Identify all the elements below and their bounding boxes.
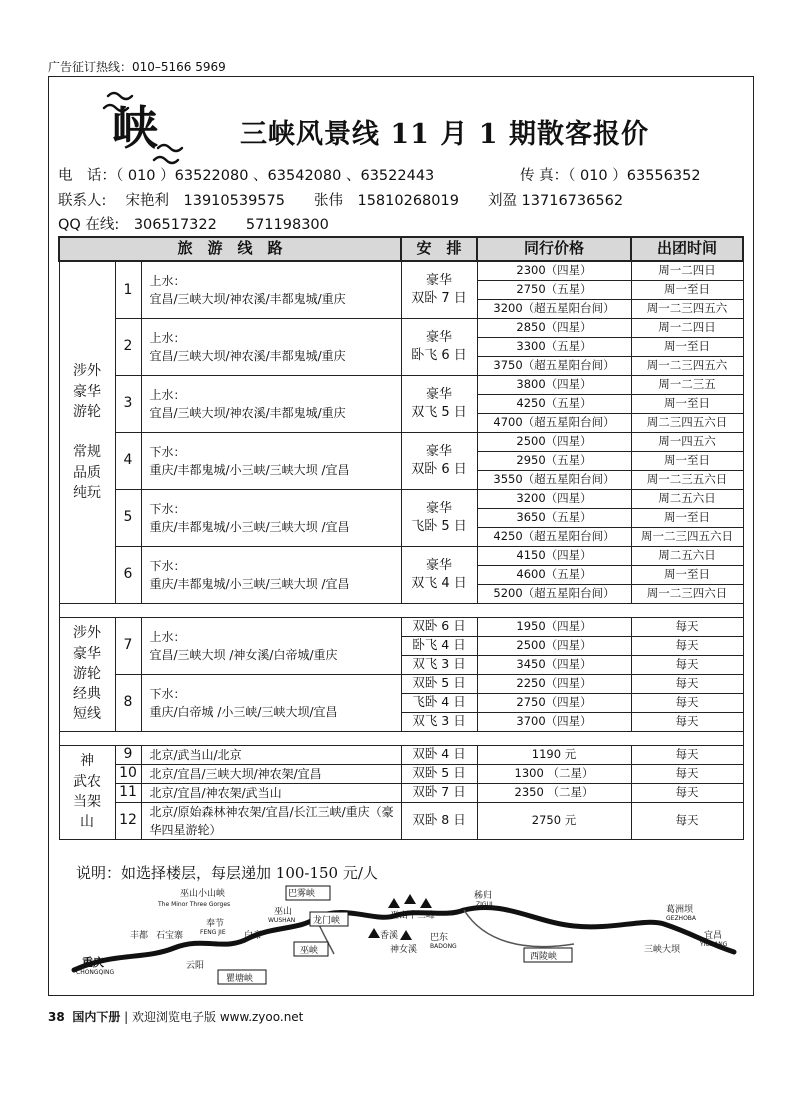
departure-cell: 每天 bbox=[631, 783, 743, 802]
departure-cell: 周一二三四六日 bbox=[631, 584, 743, 603]
price-cell: 3550（超五星阳台间） bbox=[477, 470, 631, 489]
table-gap bbox=[59, 603, 743, 617]
price-cell: 3700（四星） bbox=[477, 712, 631, 731]
route-stops: 重庆/丰都鬼城/小三峡/三峡大坝 /宜昌 bbox=[149, 519, 350, 534]
route-stops: 宜昌/三峡大坝/神农溪/丰都鬼城/重庆 bbox=[149, 348, 346, 363]
route-direction: 上水： bbox=[149, 387, 186, 402]
departure-cell: 每天 bbox=[631, 802, 743, 839]
map-label: 巫山小山峡 bbox=[180, 889, 226, 899]
price-cell: 3200（四星） bbox=[477, 489, 631, 508]
map-label: 龙门峡 bbox=[313, 916, 341, 926]
route-path bbox=[141, 617, 401, 674]
map-label: 重庆 bbox=[82, 956, 104, 969]
departure-cell: 周二三四五六日 bbox=[631, 413, 743, 432]
map-label: FENG JIE bbox=[200, 929, 226, 936]
departure-cell: 周一至日 bbox=[631, 280, 743, 299]
table-row bbox=[59, 261, 743, 280]
table-row bbox=[59, 617, 743, 636]
price-cell: 4250（五星） bbox=[477, 394, 631, 413]
price-cell: 3800（四星） bbox=[477, 375, 631, 394]
route-stops: 重庆/丰都鬼城/小三峡/三峡大坝 /宜昌 bbox=[149, 462, 350, 477]
departure-cell: 每天 bbox=[631, 693, 743, 712]
table-row bbox=[59, 489, 743, 508]
table-header bbox=[59, 237, 743, 261]
route-number: 1 bbox=[115, 261, 141, 318]
three-gorges-route-map bbox=[54, 882, 750, 992]
route-number: 3 bbox=[115, 375, 141, 432]
map-label: CHONGQING bbox=[76, 969, 115, 976]
price-cell: 4250（超五星阳台间） bbox=[477, 527, 631, 546]
contact-persons: 联系人: 宋艳利 13910539575 张伟 15810268019 刘盈 13716736562 bbox=[58, 193, 624, 209]
route-stops: 重庆/白帝城 /小三峡/三峡大坝/宜昌 bbox=[149, 704, 338, 719]
departure-cell: 周一二四日 bbox=[631, 261, 743, 280]
route-number: 9 bbox=[115, 745, 141, 764]
price-cell: 5200（超五星阳台间） bbox=[477, 584, 631, 603]
table-row bbox=[59, 375, 743, 394]
price-cell: 2750（五星） bbox=[477, 280, 631, 299]
departure-cell: 周一四五六 bbox=[631, 432, 743, 451]
departure-cell: 周一至日 bbox=[631, 394, 743, 413]
header-price: 同行价格 bbox=[477, 237, 631, 261]
route-arrangement: 双卧 4 日 bbox=[401, 745, 477, 764]
map-label: 秭归 bbox=[474, 891, 493, 901]
departure-cell: 周一二四日 bbox=[631, 318, 743, 337]
map-label: ZIGUI bbox=[476, 901, 493, 908]
route-number: 7 bbox=[115, 617, 141, 674]
map-label: 香溪 bbox=[380, 931, 399, 941]
spacer bbox=[59, 731, 743, 745]
price-cell: 4600（五星） bbox=[477, 565, 631, 584]
category-cruise-regular: 涉外 豪华 游轮 常规 品质 纯玩 bbox=[59, 261, 115, 603]
phone-line: 电 话：（ 010 ）63522080 、63542080 、63522443 bbox=[58, 168, 435, 184]
header-depart: 出团时间 bbox=[631, 237, 743, 261]
price-cell: 4700（超五星阳台间） bbox=[477, 413, 631, 432]
page-title: 三峡风景线 11 月 1 期散客报价 bbox=[240, 119, 649, 150]
route-direction: 下水： bbox=[149, 686, 186, 701]
price-cell: 3650（五星） bbox=[477, 508, 631, 527]
route-number: 5 bbox=[115, 489, 141, 546]
price-cell: 2250（四星） bbox=[477, 674, 631, 693]
departure-cell: 每天 bbox=[631, 764, 743, 783]
route-direction: 上水： bbox=[149, 330, 186, 345]
route-arrangement: 双卧 5 日 bbox=[401, 764, 477, 783]
page-footer: 38 国内下册 | 欢迎浏览电子版 www.zyoo.net bbox=[48, 1010, 304, 1024]
price-cell: 3450（四星） bbox=[477, 655, 631, 674]
price-cell: 2850（四星） bbox=[477, 318, 631, 337]
header-route: 旅 游 线 路 bbox=[59, 237, 401, 261]
departure-cell: 周一至日 bbox=[631, 337, 743, 356]
route-number: 10 bbox=[115, 764, 141, 783]
table-row bbox=[59, 764, 743, 783]
section-name: 国内下册 bbox=[72, 1010, 121, 1024]
page-number: 38 bbox=[48, 1010, 65, 1024]
map-label: 巴雾峡 bbox=[288, 889, 316, 899]
price-cell: 4150（四星） bbox=[477, 546, 631, 565]
route-direction: 下水： bbox=[149, 501, 186, 516]
departure-cell: 周二五六日 bbox=[631, 489, 743, 508]
route-arrangement: 卧飞 4 日 bbox=[401, 636, 477, 655]
route-arrangement: 双飞 3 日 bbox=[401, 712, 477, 731]
route-direction: 上水： bbox=[149, 629, 186, 644]
map-label: 神女溪 bbox=[390, 945, 418, 955]
price-cell: 2950（五星） bbox=[477, 451, 631, 470]
departure-cell: 每天 bbox=[631, 745, 743, 764]
departure-cell: 周一至日 bbox=[631, 565, 743, 584]
route-direction: 上水： bbox=[149, 273, 186, 288]
departure-cell: 周一至日 bbox=[631, 508, 743, 527]
departure-cell: 周一二三四五六 bbox=[631, 356, 743, 375]
qq-line: QQ 在线: 306517322 571198300 bbox=[58, 217, 329, 233]
route-number: 2 bbox=[115, 318, 141, 375]
map-label: 白帝 bbox=[244, 931, 263, 941]
footer-text: 欢迎浏览电子版 www.zyoo.net bbox=[132, 1010, 304, 1024]
price-cell: 2350 （二星） bbox=[477, 783, 631, 802]
route-arrangement: 双卧 8 日 bbox=[401, 802, 477, 839]
table-row bbox=[59, 802, 743, 839]
price-cell: 2750（四星） bbox=[477, 693, 631, 712]
price-cell: 2500（四星） bbox=[477, 432, 631, 451]
category-cruise-short: 涉外 豪华 游轮 经典 短线 bbox=[59, 617, 115, 731]
price-cell: 2750 元 bbox=[477, 802, 631, 839]
route-stops: 宜昌/三峡大坝/神农溪/丰都鬼城/重庆 bbox=[149, 291, 346, 306]
map-label: 丰都 bbox=[130, 931, 149, 941]
route-arrangement: 双卧 5 日 bbox=[401, 674, 477, 693]
table-row bbox=[59, 745, 743, 764]
ad-hotline: 广告征订热线：010–5166 5969 bbox=[48, 60, 226, 74]
route-arrangement: 豪华 双飞 5 日 bbox=[401, 375, 477, 432]
header-arrange: 安 排 bbox=[401, 237, 477, 261]
map-label: 三峡大坝 bbox=[644, 945, 681, 955]
price-cell: 3300（五星） bbox=[477, 337, 631, 356]
price-cell: 1950（四星） bbox=[477, 617, 631, 636]
map-label: GEZHOBA bbox=[666, 915, 697, 922]
category-mountain: 神 武农 当架 山 bbox=[59, 745, 115, 839]
route-path: 北京/原始森林神农架/宜昌/长江三峡/重庆（豪华四星游轮） bbox=[141, 802, 401, 839]
map-label: 巫山十二峰 bbox=[390, 911, 436, 921]
route-path: 北京/宜昌/三峡大坝/神农架/宜昌 bbox=[141, 764, 401, 783]
fax-line: 传 真：（ 010 ）63556352 bbox=[520, 168, 701, 184]
departure-cell: 每天 bbox=[631, 617, 743, 636]
route-arrangement: 豪华 双卧 7 日 bbox=[401, 261, 477, 318]
route-arrangement: 豪华 双卧 6 日 bbox=[401, 432, 477, 489]
table-row bbox=[59, 318, 743, 337]
map-label: 奉节 bbox=[206, 919, 225, 929]
route-direction: 下水： bbox=[149, 444, 186, 459]
table-row bbox=[59, 783, 743, 802]
route-number: 6 bbox=[115, 546, 141, 603]
note-text: 说明：如选择楼层，每层递加 100-150 元/人 bbox=[76, 864, 378, 882]
route-direction: 下水： bbox=[149, 558, 186, 573]
route-stops: 重庆/丰都鬼城/小三峡/三峡大坝 /宜昌 bbox=[149, 576, 350, 591]
map-label: 巴东 bbox=[430, 933, 449, 943]
map-label: 葛洲坝 bbox=[666, 905, 694, 915]
route-number: 8 bbox=[115, 674, 141, 731]
tour-price-table bbox=[58, 236, 744, 840]
table-row bbox=[59, 432, 743, 451]
route-number: 12 bbox=[115, 802, 141, 839]
departure-cell: 周一二三五六日 bbox=[631, 470, 743, 489]
route-stops: 宜昌/三峡大坝/神农溪/丰都鬼城/重庆 bbox=[149, 405, 346, 420]
map-label: 巫峡 bbox=[300, 946, 319, 956]
departure-cell: 周二五六日 bbox=[631, 546, 743, 565]
route-arrangement: 豪华 飞卧 5 日 bbox=[401, 489, 477, 546]
route-path bbox=[141, 546, 401, 603]
map-label: 宜昌 bbox=[704, 931, 723, 941]
route-arrangement: 豪华 双飞 4 日 bbox=[401, 546, 477, 603]
table-row bbox=[59, 546, 743, 565]
route-path bbox=[141, 674, 401, 731]
logo-character: 峡 bbox=[112, 101, 159, 155]
route-path bbox=[141, 261, 401, 318]
departure-cell: 周一二三四五六 bbox=[631, 299, 743, 318]
route-path bbox=[141, 375, 401, 432]
price-cell: 2500（四星） bbox=[477, 636, 631, 655]
departure-cell: 周一二三五 bbox=[631, 375, 743, 394]
departure-cell: 每天 bbox=[631, 674, 743, 693]
spacer bbox=[59, 603, 743, 617]
route-arrangement: 双飞 3 日 bbox=[401, 655, 477, 674]
map-label: 石宝寨 bbox=[156, 931, 184, 941]
route-arrangement: 豪华 卧飞 6 日 bbox=[401, 318, 477, 375]
departure-cell: 每天 bbox=[631, 636, 743, 655]
price-cell: 1300 （二星） bbox=[477, 764, 631, 783]
route-path bbox=[141, 489, 401, 546]
route-stops: 宜昌/三峡大坝 /神女溪/白帝城/重庆 bbox=[149, 647, 338, 662]
route-arrangement: 双卧 6 日 bbox=[401, 617, 477, 636]
route-path bbox=[141, 318, 401, 375]
price-cell: 3750（超五星阳台间） bbox=[477, 356, 631, 375]
route-arrangement: 飞卧 4 日 bbox=[401, 693, 477, 712]
departure-cell: 每天 bbox=[631, 712, 743, 731]
map-label: 瞿塘峡 bbox=[226, 974, 254, 984]
departure-cell: 周一二三四五六日 bbox=[631, 527, 743, 546]
departure-cell: 每天 bbox=[631, 655, 743, 674]
route-number: 4 bbox=[115, 432, 141, 489]
route-number: 11 bbox=[115, 783, 141, 802]
map-label: 巫山 bbox=[274, 907, 293, 917]
route-path: 北京/武当山/北京 bbox=[141, 745, 401, 764]
route-path bbox=[141, 432, 401, 489]
map-label: BADONG bbox=[430, 943, 457, 950]
table-gap bbox=[59, 731, 743, 745]
map-label: The Minor Three Gorges bbox=[158, 901, 231, 908]
map-label: YICHANG bbox=[700, 941, 728, 948]
route-arrangement: 双卧 7 日 bbox=[401, 783, 477, 802]
map-label: 西陵峡 bbox=[530, 952, 558, 962]
departure-cell: 周一至日 bbox=[631, 451, 743, 470]
route-path: 北京/宜昌/神农架/武当山 bbox=[141, 783, 401, 802]
price-cell: 2300（四星） bbox=[477, 261, 631, 280]
price-cell: 3200（超五星阳台间） bbox=[477, 299, 631, 318]
map-label: 云阳 bbox=[186, 961, 205, 971]
table-row bbox=[59, 674, 743, 693]
map-label: WUSHAN bbox=[268, 917, 296, 924]
price-cell: 1190 元 bbox=[477, 745, 631, 764]
